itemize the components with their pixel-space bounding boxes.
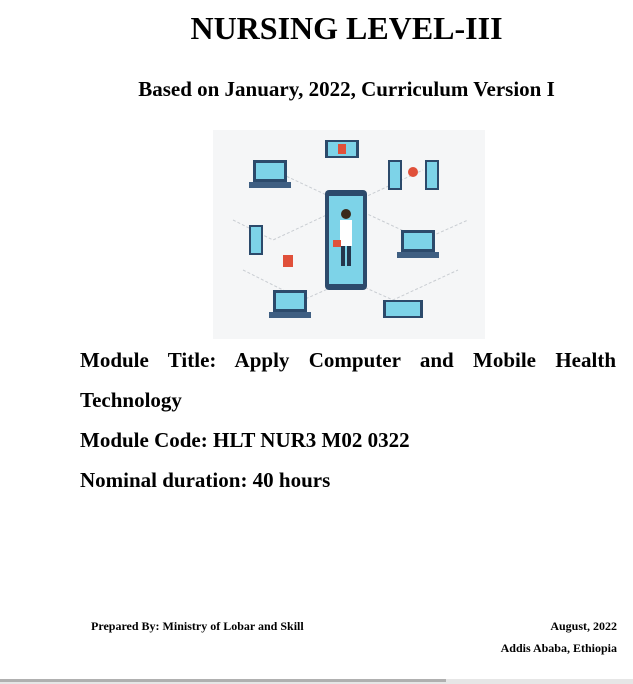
prepared-by: Prepared By: Ministry of Lobar and Skill: [91, 619, 304, 633]
module-code: Module Code: HLT NUR3 M02 0322: [80, 428, 410, 452]
document-title: NURSING LEVEL-III: [190, 10, 503, 46]
telemedicine-illustration: [213, 130, 485, 339]
horizontal-scrollbar[interactable]: [0, 679, 633, 684]
document-subtitle: Based on January, 2022, Curriculum Version I: [138, 77, 555, 101]
publication-place: Addis Ababa, Ethiopia: [500, 641, 617, 655]
scrollbar-thumb[interactable]: [0, 679, 446, 682]
module-title-continued: Technology: [80, 388, 182, 412]
module-title: Module Title: Apply Computer and Mobile Health: [80, 348, 616, 372]
publication-date: August, 2022: [550, 619, 617, 633]
nominal-duration: Nominal duration: 40 hours: [80, 468, 331, 492]
